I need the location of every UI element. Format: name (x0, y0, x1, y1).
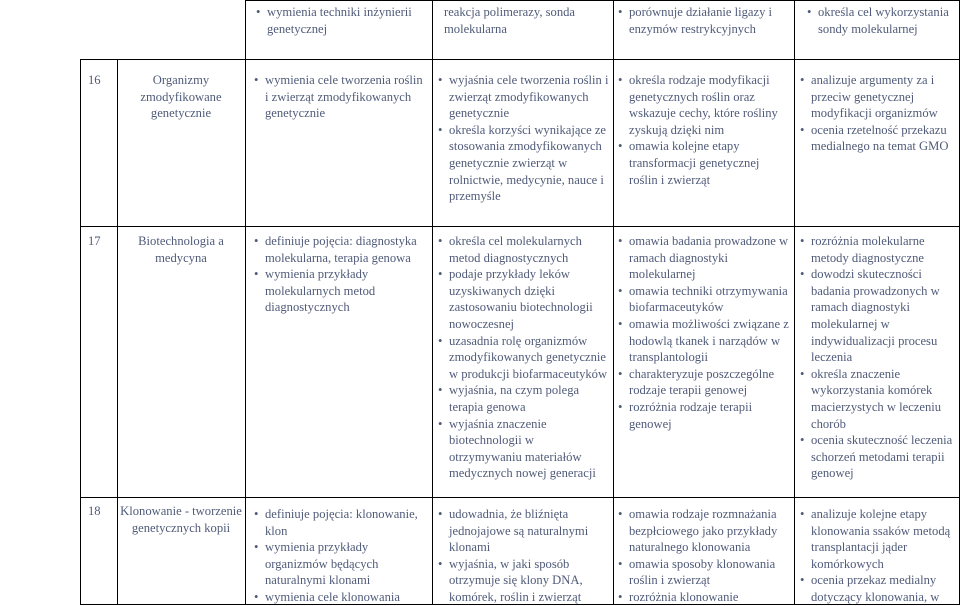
list-item: reakcja polimerazy, sonda molekularna (444, 5, 576, 36)
row-16-col1 (253, 72, 428, 122)
list-item: • wyjaśnia znaczenie biotechnologii w otrzymywaniu materiałów medycznych nowej generacji (437, 416, 609, 482)
column-divider (80, 60, 81, 605)
list-item: • omawia sposoby klonowania roślin i zwierząt (617, 556, 789, 589)
list-item: • określa cel wykorzystania sondy molekularnej (806, 4, 956, 37)
list-item: • wyjaśnia, na czym polega terapia genowa (437, 382, 609, 415)
row-divider (245, 0, 960, 1)
list-item: • omawia techniki otrzymywania biofarmaceutyków (617, 283, 789, 316)
column-divider (432, 0, 433, 605)
row-divider (80, 226, 960, 227)
list-item: • ocenia przekaz medialny dotyczący klonowania, w (799, 572, 957, 605)
list-item: • rozróżnia molekularne metody diagnostyczne (799, 233, 957, 266)
list-item: • porównuje działanie ligazy i enzymów restrykcyjnych (617, 4, 789, 37)
list-item: • omawia rodzaje rozmnażania bezpłciowego jako przykłady naturalnego klonowania (617, 506, 789, 556)
row-17-col1 (253, 233, 428, 316)
list-item: • definiuje pojęcia: diagnostyka molekularna, terapia genowa (253, 233, 428, 266)
row-17-col4 (799, 233, 957, 482)
row-0-col1 (255, 4, 425, 37)
list-item: • dowodzi skuteczności badania prowadzonych w ramach diagnostyki molekularnej w indywidualizacji procesu leczenia (799, 266, 957, 366)
list-item: • określa znaczenie wykorzystania komórek macierzystych w leczeniu chorób (799, 366, 957, 432)
row-number: 18 (88, 504, 101, 518)
list-item: • określa korzyści wynikające ze stosowania zmodyfikowanych genetycznie zwierząt w rolnictwie, medycynie, nauce i przemyśle (437, 122, 609, 205)
list-item: • wyjaśnia, w jaki sposób otrzymuje się klony DNA, komórek, roślin i zwierząt (437, 556, 609, 606)
row-16-col3 (617, 72, 789, 188)
list-item: • wymienia cele tworzenia roślin i zwierząt zmodyfikowanych genetycznie (253, 72, 428, 122)
row-18-col4 (799, 506, 957, 606)
column-divider (613, 0, 614, 605)
column-divider (794, 0, 795, 605)
list-item: • uzasadnia rolę organizmów zmodyfikowanych genetycznie w produkcji biofarmaceutyków (437, 333, 609, 383)
column-divider (117, 60, 118, 605)
list-item: • ocenia rzetelność przekazu medialnego na temat GMO (799, 122, 957, 155)
list-item: • określa rodzaje modyfikacji genetycznych roślin oraz wskazuje cechy, które rośliny zyskują dzięki nim (617, 72, 789, 138)
list-item: • wymienia cele klonowania (253, 589, 428, 606)
row-number: 17 (88, 234, 101, 248)
list-item: • analizuje argumenty za i przeciw genetycznej modyfikacji organizmów (799, 72, 957, 122)
list-item: • charakteryzuje poszczególne rodzaje terapii genowej (617, 366, 789, 399)
list-item: • wyjaśnia cele tworzenia roślin i zwierząt zmodyfikowanych genetycznie (437, 72, 609, 122)
row-topic: Klonowanie - tworzenie genetycznych kopii (120, 504, 242, 535)
row-topic: Organizmy zmodyfikowane genetycznie (140, 73, 222, 121)
row-divider (80, 59, 960, 60)
row-17-col3 (617, 233, 789, 432)
row-18-col1 (253, 506, 428, 606)
list-item: • definiuje pojęcia: klonowanie, klon (253, 506, 428, 539)
list-item: • rozróżnia rodzaje terapii genowej (617, 399, 789, 432)
list-item: • udowadnia, że bliźnięta jednojajowe są naturalnymi klonami (437, 506, 609, 556)
list-item: • rozróżnia klonowanie (617, 589, 789, 606)
row-0-col4 (806, 4, 956, 37)
row-number: 16 (88, 73, 101, 87)
list-item: • wymienia przykłady organizmów będących naturalnymi klonami (253, 539, 428, 589)
list-item: • wymienia techniki inżynierii genetycznej (255, 4, 425, 37)
row-16-col4 (799, 72, 957, 155)
list-item: • ocenia skuteczność leczenia schorzeń metodami terapii genowej (799, 432, 957, 482)
list-item: • wymienia przykłady molekularnych metod diagnostycznych (253, 266, 428, 316)
row-16-col2 (437, 72, 609, 205)
row-18-col2 (437, 506, 609, 606)
column-divider (245, 0, 246, 605)
list-item: • określa cel molekularnych metod diagnostycznych (437, 233, 609, 266)
list-item: • omawia możliwości związane z hodowlą tkanek i narządów w transplantologii (617, 316, 789, 366)
row-0-col2 (444, 4, 609, 37)
row-0-col3 (617, 4, 789, 37)
list-item: • omawia badania prowadzone w ramach diagnostyki molekularnej (617, 233, 789, 283)
row-18-col3 (617, 506, 789, 606)
row-divider (80, 497, 960, 498)
list-item: • podaje przykłady leków uzyskiwanych dzięki zastosowaniu biotechnologii nowoczesnej (437, 266, 609, 332)
list-item: • analizuje kolejne etapy klonowania ssaków metodą transplantacji jąder komórkowych (799, 506, 957, 572)
row-topic: Biotechnologia a medycyna (138, 234, 224, 265)
row-17-col2 (437, 233, 609, 482)
list-item: • omawia kolejne etapy transformacji genetycznej roślin i zwierząt (617, 138, 789, 188)
